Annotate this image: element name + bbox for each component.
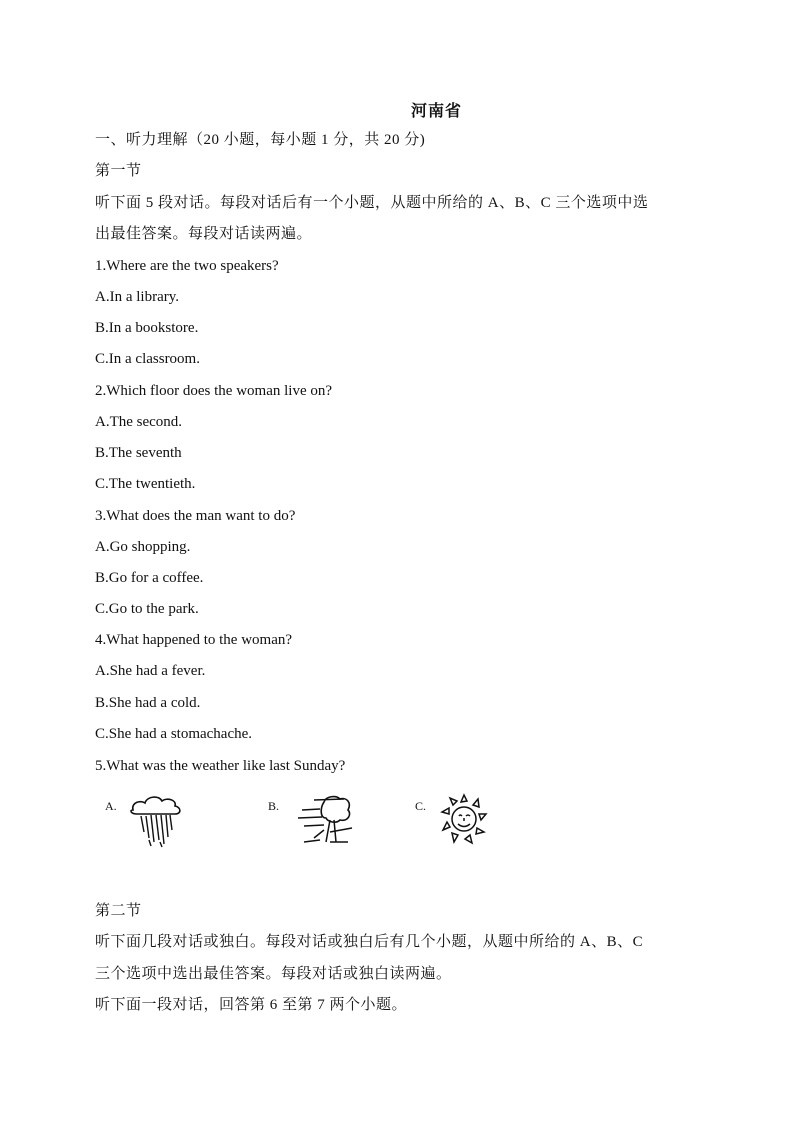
part2-instructions-line2: 三个选项中选出最佳答案。每段对话或独白读两遍。 <box>95 966 452 982</box>
option-c-label: C. <box>415 799 427 813</box>
question-5-option-b <box>268 790 368 850</box>
question-4-option-c: C.She had a stomachache. <box>95 726 253 742</box>
option-a-label: A. <box>105 799 117 813</box>
question-4-stem: 4.What happened to the woman? <box>95 632 293 648</box>
question-5-option-c <box>415 790 505 850</box>
section-heading: 一、听力理解（20 小题，每小题 1 分，共 20 分) <box>95 132 426 148</box>
question-5-stem: 5.What was the weather like last Sunday? <box>95 758 346 774</box>
part2-sub-instruction: 听下面一段对话，回答第 6 至第 7 两个小题。 <box>95 997 408 1013</box>
question-2-option-a: A.The second. <box>95 414 183 430</box>
question-3-stem: 3.What does the man want to do? <box>95 508 296 524</box>
question-4-option-a: A.She had a fever. <box>95 663 206 679</box>
sun-icon <box>439 792 489 846</box>
part2-instructions-line1: 听下面几段对话或独白。每段对话或独白后有几个小题，从题中所给的 A、B、C <box>95 934 644 950</box>
question-3-option-b: B.Go for a coffee. <box>95 570 204 586</box>
question-1-option-c: C.In a classroom. <box>95 351 200 367</box>
question-4-option-b: B.She had a cold. <box>95 695 201 711</box>
option-b-label: B. <box>268 799 280 813</box>
question-2-option-b: B.The seventh <box>95 445 182 461</box>
question-2-option-c: C.The twentieth. <box>95 476 196 492</box>
question-1-option-b: B.In a bookstore. <box>95 320 199 336</box>
wind-tree-icon <box>296 792 358 848</box>
question-3-option-a: A.Go shopping. <box>95 539 191 555</box>
question-2-stem: 2.Which floor does the woman live on? <box>95 383 333 399</box>
question-5-image-options <box>105 790 525 850</box>
rain-cloud-icon <box>127 792 185 848</box>
part1-heading: 第一节 <box>95 163 142 179</box>
part1-instructions-line2: 出最佳答案。每段对话读两遍。 <box>95 226 313 242</box>
question-5-option-a <box>105 790 195 850</box>
document-title: 河南省 <box>410 103 462 120</box>
part1-instructions-line1: 听下面 5 段对话。每段对话后有一个小题，从题中所给的 A、B、C 三个选项中选 <box>95 195 649 211</box>
part2-heading: 第二节 <box>95 903 142 919</box>
question-3-option-c: C.Go to the park. <box>95 601 199 617</box>
question-1-option-a: A.In a library. <box>95 289 179 305</box>
question-1-stem: 1.Where are the two speakers? <box>95 258 279 274</box>
